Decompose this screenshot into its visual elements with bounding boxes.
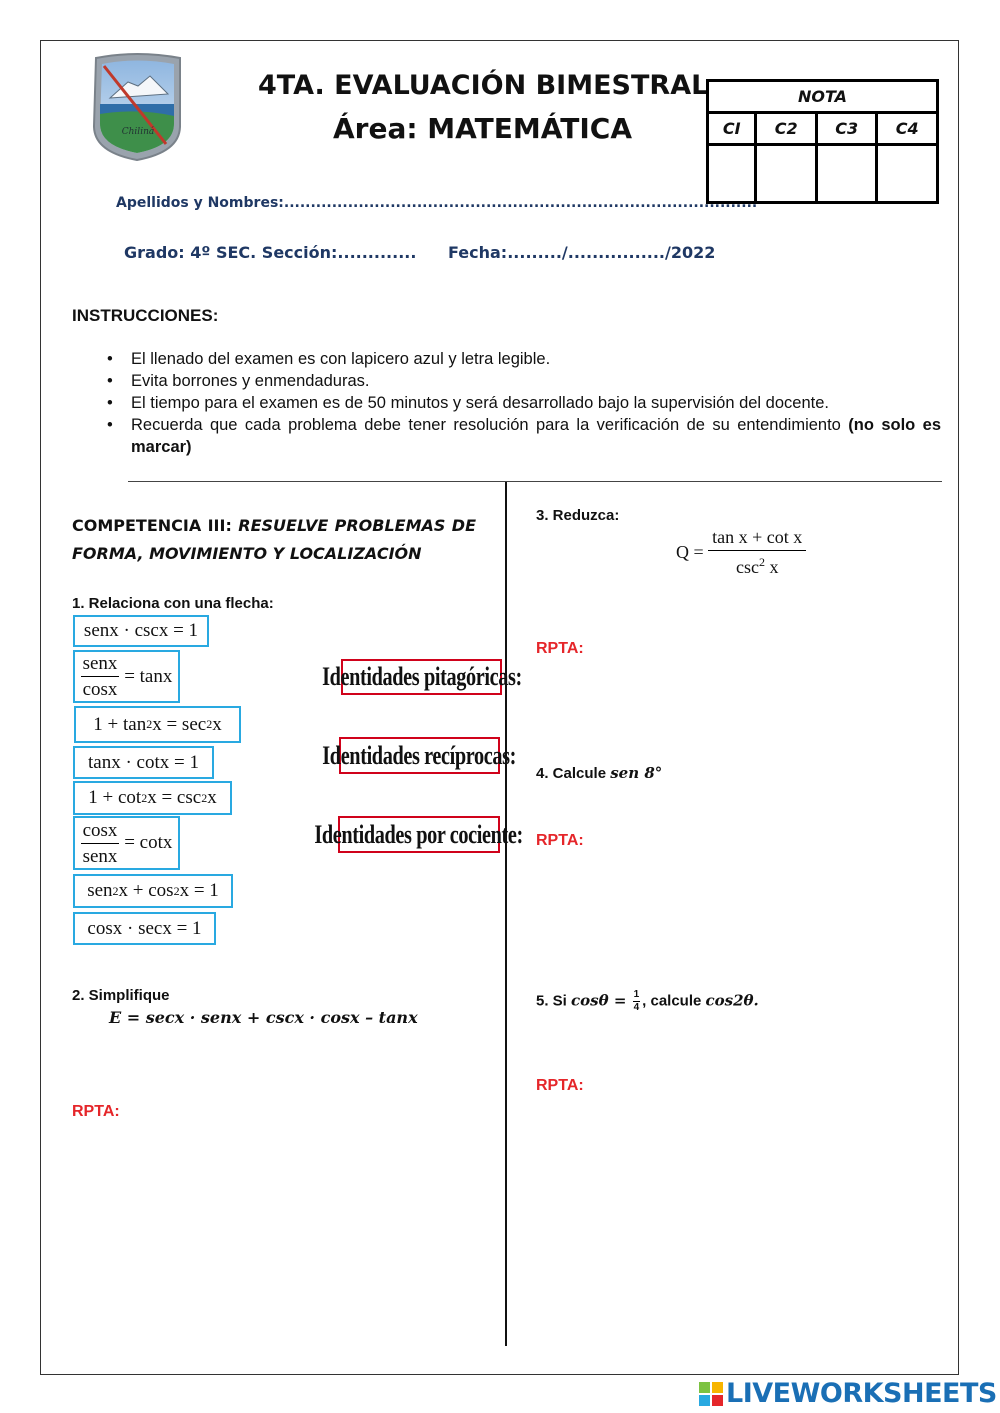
brand-name: LIVEWORKSHEETS <box>726 1378 997 1409</box>
question-4-math: sen 8° <box>610 764 663 782</box>
competencia-label: COMPETENCIA III: <box>72 516 232 535</box>
question-3-prompt: 3. Reduzca: <box>536 507 620 524</box>
fraction-numerator: cosx <box>81 821 120 844</box>
grade-cell-c4[interactable] <box>877 145 938 203</box>
instructions-list <box>107 348 941 458</box>
exponent: 2 <box>206 717 213 731</box>
formula-box[interactable] <box>73 781 232 815</box>
column-divider <box>505 482 507 1346</box>
exponent: 2 <box>201 790 208 805</box>
identity-category-box[interactable] <box>314 816 524 853</box>
formula-part: 1 + cot <box>88 787 142 808</box>
grade-cell-c2[interactable] <box>756 145 817 203</box>
question-5-prefix: 5. Si <box>536 992 567 1010</box>
fraction-denominator <box>732 551 782 576</box>
fraction-numerator: senx <box>81 654 120 677</box>
instructions-heading: INSTRUCCIONES: <box>72 306 219 325</box>
exam-title: 4TA. EVALUACIÓN BIMESTRAL <box>258 70 709 101</box>
fraction-denominator: senx <box>82 845 118 867</box>
formula-box[interactable] <box>73 874 233 908</box>
den-part: x <box>764 557 779 577</box>
question-2-prompt: 2. Simplifique <box>72 987 170 1004</box>
answer-label-q3[interactable]: RPTA: <box>536 640 584 657</box>
formula-part: sen <box>87 880 113 901</box>
svg-text:Chiliná: Chiliná <box>121 127 155 137</box>
school-logo <box>88 52 186 162</box>
fraction-numerator: 1 <box>633 989 640 1000</box>
formula-box[interactable] <box>73 650 180 703</box>
exponent: 2 <box>112 883 119 898</box>
question-5-prompt <box>536 990 759 1013</box>
grade-col-c1: CI <box>708 113 756 145</box>
formula-part: x <box>212 713 222 735</box>
identity-category-box[interactable] <box>322 737 517 774</box>
fraction-denominator: 4 <box>633 1002 640 1013</box>
den-part: csc <box>735 557 759 577</box>
formula-part: 1 + tan <box>93 713 147 735</box>
grade-cell-c1[interactable] <box>708 145 756 203</box>
fraction <box>708 528 806 576</box>
instruction-text: Recuerda que cada problema debe tener resolución para la verificación de su entendimiento <box>131 416 841 434</box>
formula-text: tanx · cotx = 1 <box>88 751 199 773</box>
instruction-item <box>107 414 941 458</box>
identity-category-label: Identidades por cociente: <box>314 819 524 849</box>
formula-part: x = 1 <box>179 880 219 901</box>
exponent: 2 <box>146 717 153 731</box>
grade-section-field[interactable]: Grado: 4º SEC. Sección:............. <box>124 243 417 262</box>
formula-box[interactable] <box>73 615 209 647</box>
horizontal-divider <box>128 481 942 482</box>
formula-text: senx · cscx = 1 <box>83 620 199 641</box>
question-4-text: 4. Calcule <box>536 765 607 782</box>
question-3-expression <box>676 528 806 576</box>
competencia-heading <box>72 512 476 568</box>
instruction-item: • El tiempo para el examen es de 50 minutos y será desarrollado bajo la supervisión del docente. <box>107 392 941 414</box>
formula-rhs: = tanx <box>124 665 173 687</box>
question-1-prompt: 1. Relaciona con una flecha: <box>72 595 274 612</box>
fraction <box>81 821 120 866</box>
formula-box[interactable] <box>74 706 241 743</box>
formula-part: x = sec <box>152 713 207 735</box>
formula-part: x = csc <box>147 787 202 808</box>
exponent: 2 <box>141 790 148 805</box>
identity-category-label: Identidades pitagóricas: <box>321 662 522 691</box>
liveworksheets-logo-icon <box>698 1381 724 1407</box>
fraction <box>633 990 641 1013</box>
competencia-text: RESUELVE PROBLEMAS DE FORMA, MOVIMIENTO Y LOCALIZACIÓN <box>72 516 476 563</box>
grade-col-c3: C3 <box>816 113 877 145</box>
formula-box[interactable] <box>73 912 216 945</box>
question-4-prompt <box>536 764 662 782</box>
formula-part: x + cos <box>118 880 174 901</box>
question-5-cos: cosθ = <box>571 991 627 1010</box>
student-name-field[interactable]: Apellidos y Nombres:......................................................................................... <box>116 195 758 211</box>
liveworksheets-brand[interactable] <box>698 1378 997 1409</box>
expression-lhs: Q = <box>676 541 704 562</box>
instruction-emphasis: (no solo es marcar) <box>131 416 941 456</box>
grade-table-title: NOTA <box>708 81 938 113</box>
formula-box[interactable] <box>73 816 180 870</box>
question-5-target: cos2θ. <box>705 991 759 1010</box>
identity-category-box[interactable] <box>321 659 522 695</box>
answer-label-q2[interactable]: RPTA: <box>72 1103 120 1120</box>
exponent: 2 <box>173 883 180 898</box>
fraction-numerator: tan x + cot x <box>708 528 806 551</box>
fraction <box>81 654 120 699</box>
formula-text: cosx · secx = 1 <box>87 917 202 939</box>
question-2-expression: E = secx · senx + cscx · cosx – tanx <box>109 1008 418 1027</box>
grade-cell-c3[interactable] <box>816 145 877 203</box>
instruction-item: • Evita borrones y enmendaduras. <box>107 370 941 392</box>
answer-label-q5[interactable]: RPTA: <box>536 1077 584 1094</box>
formula-rhs: = cotx <box>124 832 173 853</box>
formula-part: x <box>207 787 217 808</box>
grade-col-c2: C2 <box>756 113 817 145</box>
exponent: 2 <box>758 555 765 569</box>
fraction-denominator: cosx <box>82 679 118 700</box>
grade-table <box>706 79 939 204</box>
identity-category-label: Identidades recíprocas: <box>322 740 517 770</box>
formula-box[interactable] <box>73 746 214 779</box>
question-5-mid: , calcule <box>642 992 702 1010</box>
date-field[interactable]: Fecha:........./................/2022 <box>448 243 716 262</box>
answer-label-q4[interactable]: RPTA: <box>536 832 584 849</box>
grade-col-c4: C4 <box>877 113 938 145</box>
instruction-item: • El llenado del examen es con lapicero azul y letra legible. <box>107 348 941 370</box>
exam-subject: Área: MATEMÁTICA <box>333 112 632 145</box>
